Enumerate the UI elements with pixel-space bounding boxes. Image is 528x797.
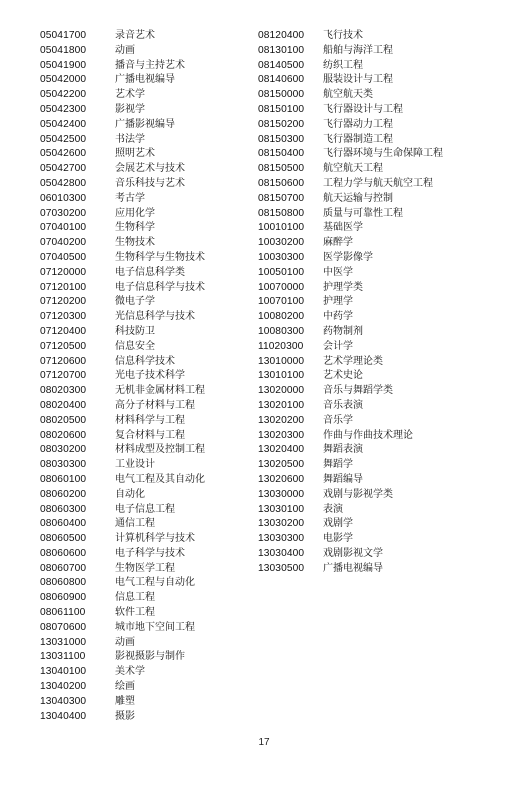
major-code: 13020100	[258, 399, 305, 411]
major-code: 05041900	[40, 59, 87, 71]
major-code: 08150500	[258, 163, 305, 175]
major-name: 材料科学与工程	[115, 414, 185, 426]
major-name: 中药学	[323, 311, 353, 323]
major-code: 08020500	[40, 414, 87, 426]
major-name: 工业设计	[115, 459, 155, 471]
major-code: 08020300	[40, 385, 87, 397]
major-name: 摄影	[115, 710, 135, 722]
major-code: 13040200	[40, 681, 87, 693]
major-code: 13010100	[258, 370, 305, 382]
major-code: 08060800	[40, 577, 87, 589]
major-code: 07120200	[40, 296, 87, 308]
major-code: 13030000	[258, 488, 305, 500]
major-name: 电子信息科学与技术	[115, 281, 205, 293]
major-code: 07120000	[40, 266, 87, 278]
major-code: 08150000	[258, 89, 305, 101]
major-name: 影视摄影与制作	[115, 651, 185, 663]
major-name: 电影学	[323, 533, 353, 545]
major-code: 13040400	[40, 710, 87, 722]
major-name: 质量与可靠性工程	[323, 207, 403, 219]
major-code: 13010000	[258, 355, 305, 367]
major-name: 电气工程及其自动化	[115, 473, 205, 485]
major-code: 05042700	[40, 163, 87, 175]
major-code: 13020500	[258, 459, 305, 471]
major-name: 应用化学	[115, 207, 155, 219]
major-code: 13040300	[40, 695, 87, 707]
major-name: 广播电视编导	[323, 562, 383, 574]
major-code: 13020400	[258, 444, 305, 456]
major-name: 戏剧与影视学类	[323, 488, 393, 500]
major-name: 信息工程	[115, 592, 155, 604]
major-name: 考古学	[115, 192, 145, 204]
major-code: 08140600	[258, 74, 305, 86]
major-name: 生物技术	[115, 237, 155, 249]
major-name: 科技防卫	[115, 325, 155, 337]
major-name: 音乐表演	[323, 399, 363, 411]
major-code: 05041800	[40, 44, 87, 56]
major-code: 05042300	[40, 103, 87, 115]
major-name: 录音艺术	[115, 30, 155, 41]
major-code: 08060700	[40, 562, 87, 574]
major-code: 10070100	[258, 296, 305, 308]
major-name: 光信息科学与技术	[115, 311, 195, 323]
major-name: 作曲与作曲技术理论	[323, 429, 413, 441]
major-code: 08120400	[258, 30, 305, 41]
major-name: 自动化	[115, 488, 145, 500]
major-name: 中医学	[323, 266, 353, 278]
major-code: 08060500	[40, 533, 87, 545]
major-code: 07120700	[40, 370, 87, 382]
major-code: 08150800	[258, 207, 305, 219]
major-code: 08150200	[258, 118, 305, 130]
major-code: 10080300	[258, 325, 305, 337]
major-name: 音乐学	[323, 414, 353, 426]
major-name: 电子信息工程	[115, 503, 175, 515]
major-code: 06010300	[40, 192, 87, 204]
major-code: 07120100	[40, 281, 87, 293]
major-name: 航空航天类	[323, 89, 373, 101]
major-name: 电气工程与自动化	[115, 577, 195, 589]
major-code: 05042600	[40, 148, 87, 160]
major-name: 飞行器制造工程	[323, 133, 393, 145]
major-name: 软件工程	[115, 607, 155, 619]
major-code: 08060200	[40, 488, 87, 500]
major-name: 船舶与海洋工程	[323, 44, 393, 56]
major-name: 工程力学与航天航空工程	[323, 177, 433, 189]
major-name: 书法学	[115, 133, 145, 145]
major-name: 计算机科学与技术	[115, 533, 195, 545]
major-code: 08150300	[258, 133, 305, 145]
major-name: 会展艺术与技术	[115, 163, 185, 175]
major-code: 13020600	[258, 473, 305, 485]
major-name: 舞蹈表演	[323, 444, 363, 456]
major-name: 高分子材料与工程	[115, 399, 195, 411]
major-code: 07120400	[40, 325, 87, 337]
major-name: 戏剧学	[323, 518, 353, 530]
major-name: 生物科学与生物技术	[115, 251, 205, 263]
major-name: 无机非金属材料工程	[115, 385, 205, 397]
major-code: 08130100	[258, 44, 305, 56]
major-code: 08030300	[40, 459, 87, 471]
major-name: 通信工程	[115, 518, 155, 530]
major-code: 13030200	[258, 518, 305, 530]
major-name: 医学影像学	[323, 251, 373, 263]
major-name: 药物制剂	[323, 325, 363, 337]
major-name: 广播影视编导	[115, 118, 175, 130]
major-code: 08150100	[258, 103, 305, 115]
major-name: 舞蹈编导	[323, 473, 363, 485]
major-code: 08060300	[40, 503, 87, 515]
major-name: 播音与主持艺术	[115, 59, 185, 71]
major-code: 10050100	[258, 266, 305, 278]
major-name: 音乐科技与艺术	[115, 177, 185, 189]
major-name: 生物科学	[115, 222, 155, 234]
major-name: 影视学	[115, 103, 145, 115]
major-code: 08060100	[40, 473, 87, 485]
major-code: 10030200	[258, 237, 305, 249]
major-code: 13030500	[258, 562, 305, 574]
major-name: 护理学	[323, 296, 353, 308]
major-code: 13020300	[258, 429, 305, 441]
major-name: 基础医学	[323, 222, 363, 234]
major-code: 07040200	[40, 237, 87, 249]
major-code: 08070600	[40, 621, 87, 633]
major-code: 13031000	[40, 636, 87, 648]
major-name: 照明艺术	[115, 148, 155, 160]
major-name: 纺织工程	[323, 59, 363, 71]
major-code: 10010100	[258, 222, 305, 234]
major-name: 表演	[323, 503, 343, 515]
major-name: 绘画	[115, 681, 135, 693]
major-name: 广播电视编导	[115, 74, 175, 86]
major-code: 08150600	[258, 177, 305, 189]
major-name: 动画	[115, 44, 135, 56]
major-code: 05042000	[40, 74, 87, 86]
major-name: 美术学	[115, 666, 145, 678]
major-name: 舞蹈学	[323, 459, 353, 471]
major-code: 08030200	[40, 444, 87, 456]
major-name: 航空航天工程	[323, 163, 383, 175]
major-code: 07030200	[40, 207, 87, 219]
major-name: 复合材料与工程	[115, 429, 185, 441]
major-code: 07120500	[40, 340, 87, 352]
major-name: 电子科学与技术	[115, 547, 185, 559]
major-code: 08150400	[258, 148, 305, 160]
major-code: 08061100	[40, 607, 86, 619]
major-name: 材料成型及控制工程	[115, 444, 205, 456]
major-code: 11020300	[258, 340, 304, 352]
major-name: 飞行器动力工程	[323, 118, 393, 130]
major-code: 13040100	[40, 666, 87, 678]
major-name: 信息安全	[115, 340, 155, 352]
major-code: 13030100	[258, 503, 305, 515]
major-name: 飞行技术	[323, 30, 363, 41]
major-code: 13020000	[258, 385, 305, 397]
major-code: 07040500	[40, 251, 87, 263]
major-name: 艺术史论	[323, 370, 363, 382]
major-code: 08140500	[258, 59, 305, 71]
major-name: 会计学	[323, 340, 353, 352]
major-name: 服装设计与工程	[323, 74, 393, 86]
major-code: 07120600	[40, 355, 87, 367]
major-name: 艺术学	[115, 89, 145, 101]
major-name: 艺术学理论类	[323, 355, 383, 367]
major-name: 城市地下空间工程	[115, 621, 195, 633]
major-name: 雕塑	[115, 695, 135, 707]
major-code: 08060600	[40, 547, 87, 559]
major-code: 08020600	[40, 429, 87, 441]
major-code: 10080200	[258, 311, 305, 323]
major-code: 13030400	[258, 547, 305, 559]
major-name: 生物医学工程	[115, 562, 175, 574]
major-name: 麻醉学	[323, 237, 353, 249]
major-code: 05042500	[40, 133, 87, 145]
major-code: 13031100	[40, 651, 86, 663]
major-code: 07120300	[40, 311, 87, 323]
major-code: 10030300	[258, 251, 305, 263]
major-code: 13030300	[258, 533, 305, 545]
major-code: 05042400	[40, 118, 87, 130]
major-name: 飞行器设计与工程	[323, 103, 403, 115]
major-code: 13020200	[258, 414, 305, 426]
major-name: 飞行器环境与生命保障工程	[323, 148, 443, 160]
page-number: 17	[258, 737, 270, 748]
major-name: 航天运输与控制	[323, 192, 393, 204]
major-name: 光电子技术科学	[115, 370, 185, 382]
major-code: 08020400	[40, 399, 87, 411]
major-name: 信息科学技术	[115, 355, 175, 367]
major-name: 微电子学	[115, 296, 155, 308]
major-name: 护理学类	[323, 281, 363, 293]
major-code: 05041700	[40, 30, 87, 41]
major-code: 08060900	[40, 592, 87, 604]
major-code: 05042800	[40, 177, 87, 189]
major-code: 10070000	[258, 281, 305, 293]
major-code: 08150700	[258, 192, 305, 204]
major-name: 戏剧影视文学	[323, 547, 383, 559]
major-code: 07040100	[40, 222, 87, 234]
major-name: 电子信息科学类	[115, 266, 185, 278]
major-code: 08060400	[40, 518, 87, 530]
major-name: 动画	[115, 636, 135, 648]
major-name: 音乐与舞蹈学类	[323, 385, 393, 397]
major-code: 05042200	[40, 89, 87, 101]
